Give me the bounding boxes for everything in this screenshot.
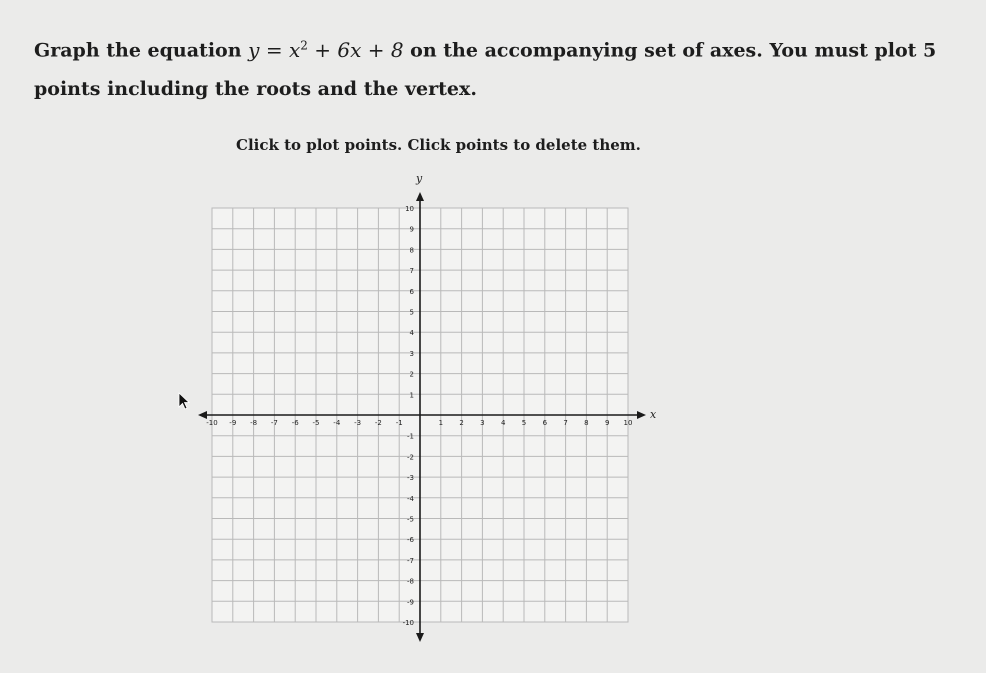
x-tick-label: -4 — [333, 419, 341, 427]
y-tick-label: -7 — [407, 556, 414, 565]
x-tick-label: 2 — [459, 419, 464, 427]
y-tick-label: 5 — [409, 308, 414, 317]
x-tick-label: 3 — [480, 419, 485, 427]
plot-instruction: Click to plot points. Click points to delete them. — [236, 136, 641, 154]
x-tick-label: 10 — [623, 419, 633, 427]
y-axis-arrow-down-icon — [416, 633, 424, 642]
x-tick-label: -10 — [206, 419, 218, 427]
y-tick-label: -5 — [407, 515, 414, 524]
x-axis-arrow-left-icon — [198, 411, 207, 419]
y-tick-label: -10 — [402, 619, 414, 627]
y-tick-label: 2 — [409, 370, 414, 379]
equation-exponent: 2 — [300, 38, 308, 52]
equation-x: x — [288, 37, 301, 62]
y-tick-label: 7 — [409, 267, 414, 276]
y-tick-label: 1 — [409, 391, 414, 400]
y-axis-arrow-up-icon — [416, 192, 424, 201]
y-tick-label: 10 — [405, 205, 414, 213]
y-tick-label: 8 — [409, 246, 414, 255]
x-axis-label: x — [650, 408, 657, 421]
x-tick-label: -6 — [291, 419, 299, 427]
x-tick-label: 7 — [563, 419, 568, 427]
y-tick-label: -1 — [407, 432, 414, 441]
y-tick-label: 9 — [409, 225, 414, 234]
y-tick-label: -3 — [407, 474, 414, 483]
equation-y: y — [248, 37, 260, 62]
x-tick-label: 1 — [438, 419, 444, 427]
x-tick-label: -5 — [312, 419, 320, 427]
y-tick-label: 4 — [409, 329, 414, 338]
x-tick-label: -1 — [395, 419, 403, 427]
x-tick-label: -7 — [270, 419, 278, 427]
x-tick-label: -3 — [354, 419, 362, 427]
y-axis-label: y — [416, 172, 423, 185]
question-suffix: on the accompanying set of axes. You must plot 5 points including the roots and the vertex. — [34, 39, 937, 100]
y-tick-label: -9 — [407, 598, 414, 607]
x-tick-label: -9 — [229, 419, 237, 427]
equation-rest: + 6x + 8 — [307, 37, 404, 62]
question-prefix: Graph the equation — [34, 39, 249, 62]
y-tick-label: 3 — [409, 349, 414, 358]
x-axis-arrow-right-icon — [637, 411, 646, 419]
x-tick-label: -2 — [374, 419, 382, 427]
x-tick-label: 5 — [521, 419, 527, 427]
y-tick-label: -2 — [407, 453, 414, 462]
y-tick-label: -4 — [407, 494, 414, 503]
mouse-cursor-icon — [178, 392, 192, 412]
y-tick-label: -6 — [407, 536, 414, 545]
y-tick-label: 6 — [409, 287, 414, 296]
x-tick-label: 8 — [584, 419, 589, 427]
x-tick-label: 4 — [500, 419, 506, 427]
x-tick-label: 6 — [542, 419, 548, 427]
equation-equals: = — [259, 37, 289, 62]
x-tick-label: -8 — [250, 419, 258, 427]
x-tick-label: 9 — [604, 419, 610, 427]
y-tick-label: -8 — [407, 577, 414, 586]
